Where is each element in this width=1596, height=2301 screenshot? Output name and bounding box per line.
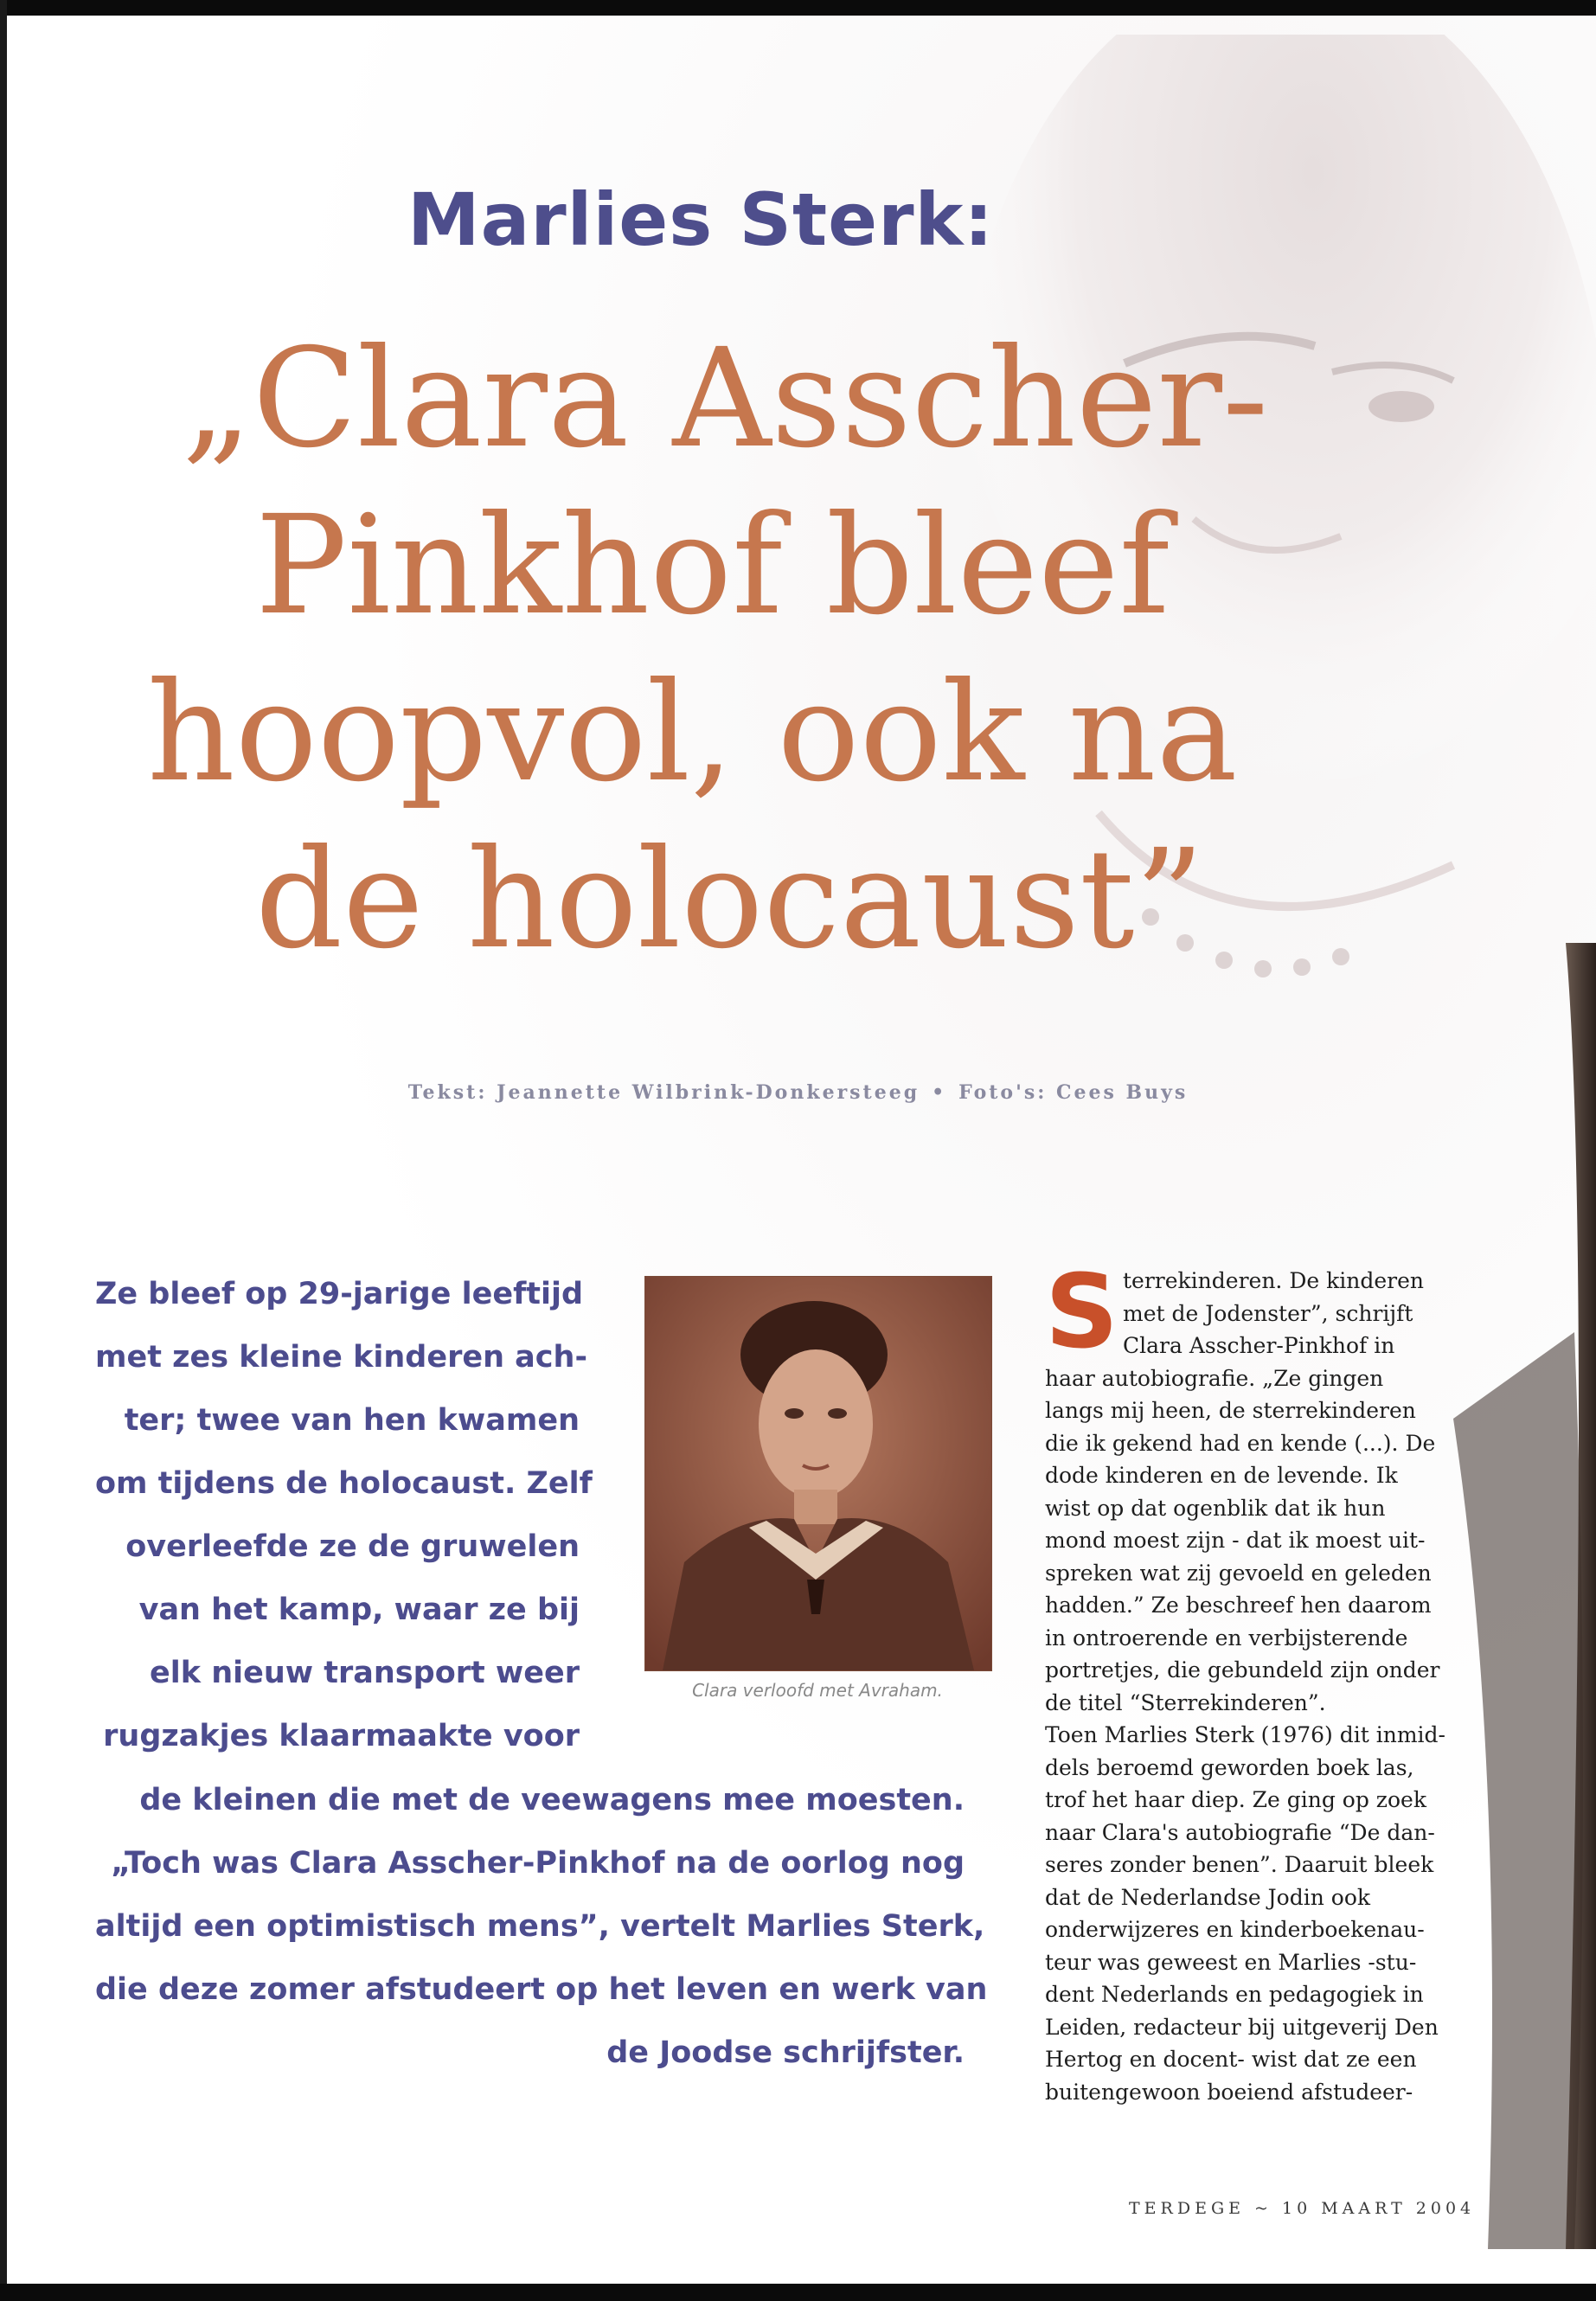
author-credit: Tekst: Jeannette Wilbrink-Donkersteeg — [407, 1081, 920, 1104]
intro-line: altijd een optimistisch mens”, vertelt Marlies Sterk, — [95, 1909, 985, 1944]
body-line: wist op dat ogenblik dat ik hun — [1045, 1495, 1386, 1521]
headline-line: de holocaust” — [255, 820, 1205, 979]
intro-line: ter; twee van hen kwamen — [124, 1403, 580, 1438]
intro-line: „Toch was Clara Asscher-Pinkhof na de oorlog nog — [111, 1846, 965, 1881]
body-line: seres zonder benen”. Daaruit bleek — [1045, 1852, 1434, 1877]
article-headline — [130, 316, 1427, 984]
body-line: terrekinderen. De kinderen — [1123, 1268, 1424, 1293]
intro-paragraph — [95, 1263, 593, 1768]
body-line: Leiden, redacteur bij uitgeverij Den — [1045, 2014, 1439, 2040]
intro-line: elk nieuw transport weer — [150, 1656, 580, 1690]
intro-line: met zes kleine kinderen ach- — [95, 1340, 587, 1375]
body-line: dels beroemd geworden boek las, — [1045, 1754, 1414, 1780]
body-line: trof het haar diep. Ze ging op zoek — [1045, 1787, 1426, 1812]
body-line: haar autobiografie. „Ze gingen — [1045, 1365, 1384, 1391]
body-line: mond moest zijn - dat ik moest uit- — [1045, 1528, 1426, 1553]
headline-line: Pinkhof bleef — [255, 486, 1170, 645]
article-kicker: Marlies Sterk: — [407, 177, 994, 262]
intro-line: rugzakjes klaarmaakte voor — [103, 1719, 580, 1753]
scan-border-left — [0, 0, 7, 2301]
intro-line: de kleinen die met de veewagens mee moesten. — [139, 1783, 965, 1817]
body-line: langs mij heen, de sterrekinderen — [1045, 1398, 1416, 1423]
body-line: hadden.” Ze beschreef hen daarom — [1045, 1593, 1432, 1618]
intro-line: van het kamp, waar ze bij — [138, 1593, 580, 1627]
intro-line: de Joodse schrijfster. — [606, 2035, 965, 2070]
body-line: in ontroerende en verbijsterende — [1045, 1625, 1408, 1650]
headline-line: „Clara Asscher- — [182, 319, 1269, 478]
body-line: met de Jodenster”, schrijft — [1123, 1300, 1413, 1326]
body-text-column — [1045, 1252, 1495, 2108]
intro-line: overleefde ze de gruwelen — [125, 1529, 580, 1564]
body-line: onderwijzeres en kinderboekenau- — [1045, 1917, 1425, 1942]
scan-border-bottom — [0, 2284, 1596, 2301]
body-line: spreken wat zij gevoeld en geleden — [1045, 1560, 1432, 1586]
intro-paragraph-continued — [95, 1769, 988, 2085]
body-line: de titel “Sterrekinderen”. — [1045, 1689, 1326, 1715]
headline-line: hoopvol, ook na — [147, 653, 1238, 812]
scan-border-top — [0, 0, 1596, 16]
body-line: dode kinderen en de levende. Ik — [1045, 1463, 1398, 1488]
byline — [0, 1081, 1596, 1104]
body-line: naar Clara's autobiografie “De dan- — [1045, 1819, 1435, 1845]
body-line: dent Nederlands en pedagogiek in — [1045, 1982, 1424, 2007]
body-line: portretjes, die gebundeld zijn onder — [1045, 1657, 1440, 1682]
body-line: Toen Marlies Sterk (1976) dit inmid- — [1045, 1722, 1445, 1747]
drop-cap: S — [1045, 1252, 1118, 1371]
photo-caption: Clara verloofd met Avraham. — [692, 1680, 943, 1701]
photo-credit: Foto's: Cees Buys — [958, 1081, 1189, 1104]
bullet-separator: • — [932, 1081, 947, 1104]
intro-line: die deze zomer afstudeert op het leven en werk van — [95, 1972, 988, 2007]
body-line: Clara Asscher-Pinkhof in — [1123, 1333, 1395, 1358]
body-line: dat de Nederlandse Jodin ook — [1045, 1884, 1371, 1910]
body-line: teur was geweest en Marlies -stu- — [1045, 1949, 1417, 1975]
page-footer: TERDEGE ~ 10 MAART 2004 — [1129, 2199, 1476, 2218]
body-line: Hertog en docent- wist dat ze een — [1045, 2047, 1417, 2072]
body-line: buitengewoon boeiend afstudeer- — [1045, 2079, 1413, 2105]
intro-line: Ze bleef op 29-jarige leeftijd — [95, 1277, 584, 1311]
intro-line: om tijdens de holocaust. Zelf — [95, 1466, 593, 1501]
body-line: die ik gekend had en kende (...). De — [1045, 1430, 1436, 1456]
sepia-portrait-photo — [644, 1276, 992, 1671]
